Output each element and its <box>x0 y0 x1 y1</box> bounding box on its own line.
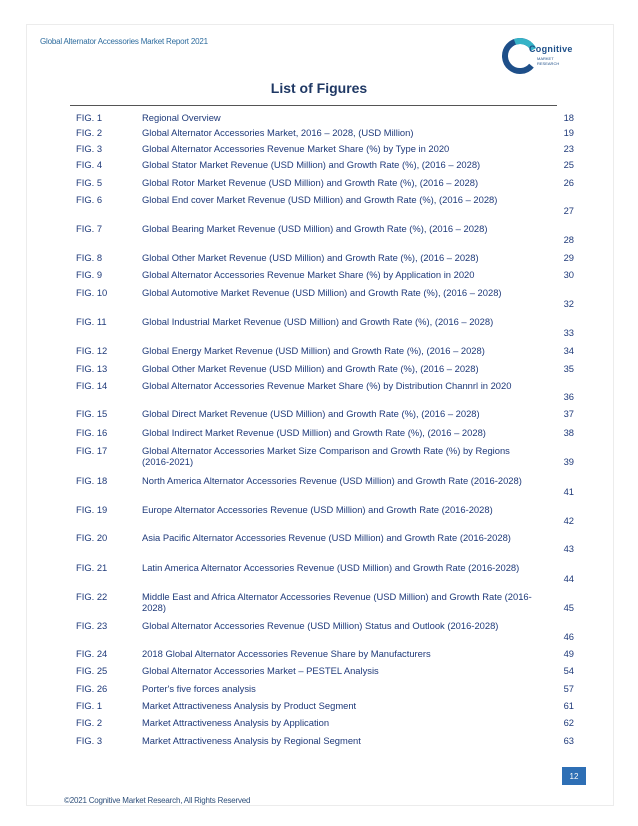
figure-page-number: 25 <box>563 159 574 170</box>
figure-page-number: 57 <box>563 683 574 694</box>
figure-title: Global Alternator Accessories Revenue (USD Million) Status and Outlook (2016-2028) <box>142 620 499 631</box>
figure-number: FIG. 16 <box>76 427 108 438</box>
figure-page-number: 36 <box>563 391 574 402</box>
figure-title: Global Automotive Market Revenue (USD Million) and Growth Rate (%), (2016 – 2028) <box>142 287 502 298</box>
page-number-badge: 12 <box>562 767 586 785</box>
figure-page-number: 34 <box>563 345 574 356</box>
figure-title: Global Indirect Market Revenue (USD Million) and Growth Rate (%), (2016 – 2028) <box>142 427 486 438</box>
figure-title: Global Alternator Accessories Revenue Market Share (%) by Application in 2020 <box>142 269 475 280</box>
figure-page-number: 35 <box>563 363 574 374</box>
figure-number: FIG. 7 <box>76 223 103 234</box>
figure-number: FIG. 1 <box>76 112 103 123</box>
figure-number: FIG. 17 <box>76 445 108 456</box>
figure-page-number: 29 <box>563 252 574 263</box>
figure-title: Global Alternator Accessories Revenue Market Share (%) by Distribution Channrl in 2020 <box>142 380 512 391</box>
figure-number: FIG. 11 <box>76 316 107 327</box>
figure-page-number: 19 <box>563 127 574 138</box>
title-divider <box>70 105 557 106</box>
figure-page-number: 42 <box>563 515 574 526</box>
figure-number: FIG. 25 <box>76 665 108 676</box>
figure-title: Asia Pacific Alternator Accessories Revenue (USD Million) and Growth Rate (2016-2028) <box>142 532 511 543</box>
figure-page-number: 44 <box>563 573 574 584</box>
figure-title: Global Rotor Market Revenue (USD Million) and Growth Rate (%), (2016 – 2028) <box>142 177 479 188</box>
figure-number: FIG. 1 <box>76 700 103 711</box>
figure-title: Global Other Market Revenue (USD Million) and Growth Rate (%), (2016 – 2028) <box>142 363 479 374</box>
figure-title: Europe Alternator Accessories Revenue (USD Million) and Growth Rate (2016-2028) <box>142 504 493 515</box>
figure-page-number: 30 <box>563 269 574 280</box>
figure-number: FIG. 3 <box>76 735 103 746</box>
copyright-footer: ©2021 Cognitive Market Research, All Rights Reserved <box>64 796 251 805</box>
figure-number: FIG. 14 <box>76 380 108 391</box>
figure-title: Global Other Market Revenue (USD Million) and Growth Rate (%), (2016 – 2028) <box>142 252 479 263</box>
figure-number: FIG. 24 <box>76 648 108 659</box>
figure-number: FIG. 5 <box>76 177 103 188</box>
figure-number: FIG. 18 <box>76 475 108 486</box>
figure-number: FIG. 19 <box>76 504 108 515</box>
figure-number: FIG. 4 <box>76 159 103 170</box>
figure-title: Global Stator Market Revenue (USD Million) and Growth Rate (%), (2016 – 2028) <box>142 159 481 170</box>
figure-page-number: 33 <box>563 327 574 338</box>
figure-number: FIG. 23 <box>76 620 108 631</box>
figure-title: Global Energy Market Revenue (USD Million) and Growth Rate (%), (2016 – 2028) <box>142 345 485 356</box>
figure-number: FIG. 13 <box>76 363 108 374</box>
figure-page-number: 45 <box>563 602 574 613</box>
figure-page-number: 43 <box>563 543 574 554</box>
figure-number: FIG. 3 <box>76 143 103 154</box>
figure-number: FIG. 2 <box>76 717 103 728</box>
figure-page-number: 23 <box>563 143 574 154</box>
figure-title: 2018 Global Alternator Accessories Revenue Share by Manufacturers <box>142 648 431 659</box>
figure-page-number: 54 <box>563 665 574 676</box>
figure-page-number: 46 <box>563 631 574 642</box>
figure-page-number: 49 <box>563 648 574 659</box>
figure-title: Porter's five forces analysis <box>142 683 256 694</box>
figure-title: Market Attractiveness Analysis by Application <box>142 717 330 728</box>
figure-title: Global Alternator Accessories Market Size Comparison and Growth Rate (%) by Regions (2016-2021) <box>142 445 510 467</box>
figure-page-number: 26 <box>563 177 574 188</box>
figure-page-number: 41 <box>563 486 574 497</box>
figure-number: FIG. 21 <box>76 562 108 573</box>
logo-subtext: MARKET RESEARCH <box>537 56 560 66</box>
figure-page-number: 63 <box>563 735 574 746</box>
figure-number: FIG. 8 <box>76 252 103 263</box>
figure-title: Global Bearing Market Revenue (USD Million) and Growth Rate (%), (2016 – 2028) <box>142 223 488 234</box>
report-header: Global Alternator Accessories Market Report 2021 <box>40 37 208 46</box>
figure-title: North America Alternator Accessories Revenue (USD Million) and Growth Rate (2016-2028) <box>142 475 522 486</box>
figure-number: FIG. 2 <box>76 127 103 138</box>
figure-page-number: 27 <box>563 205 574 216</box>
figure-page-number: 39 <box>563 456 574 467</box>
figure-title: Middle East and Africa Alternator Accessories Revenue (USD Million) and Growth Rate (2016-2028) <box>142 591 532 613</box>
figure-title: Global Alternator Accessories Revenue Market Share (%) by Type in 2020 <box>142 143 450 154</box>
figure-title: Market Attractiveness Analysis by Product Segment <box>142 700 357 711</box>
figure-title: Global End cover Market Revenue (USD Million) and Growth Rate (%), (2016 – 2028) <box>142 194 498 205</box>
figure-page-number: 62 <box>563 717 574 728</box>
figure-page-number: 38 <box>563 427 574 438</box>
figure-number: FIG. 20 <box>76 532 108 543</box>
figure-number: FIG. 26 <box>76 683 108 694</box>
figure-title: Global Industrial Market Revenue (USD Million) and Growth Rate (%), (2016 – 2028) <box>142 316 494 327</box>
figure-number: FIG. 6 <box>76 194 103 205</box>
figure-number: FIG. 10 <box>76 287 108 298</box>
figure-number: FIG. 12 <box>76 345 108 356</box>
figure-number: FIG. 9 <box>76 269 103 280</box>
figure-title: Latin America Alternator Accessories Revenue (USD Million) and Growth Rate (2016-2028) <box>142 562 520 573</box>
figure-page-number: 37 <box>563 408 574 419</box>
figure-title: Global Alternator Accessories Market – PESTEL Analysis <box>142 665 379 676</box>
figure-page-number: 32 <box>563 298 574 309</box>
figure-page-number: 18 <box>563 112 574 123</box>
logo-text: Cognitive <box>529 44 573 54</box>
figure-title: Market Attractiveness Analysis by Regional Segment <box>142 735 361 746</box>
figure-number: FIG. 22 <box>76 591 108 602</box>
figure-title: Global Alternator Accessories Market, 2016 – 2028, (USD Million) <box>142 127 414 138</box>
figure-title: Regional Overview <box>142 112 221 123</box>
figure-title: Global Direct Market Revenue (USD Million) and Growth Rate (%), (2016 – 2028) <box>142 408 480 419</box>
company-logo <box>500 36 580 76</box>
page-title: List of Figures <box>270 80 368 96</box>
figure-number: FIG. 15 <box>76 408 108 419</box>
figure-page-number: 28 <box>563 234 574 245</box>
logo-mark-icon <box>500 36 540 76</box>
figure-page-number: 61 <box>563 700 574 711</box>
